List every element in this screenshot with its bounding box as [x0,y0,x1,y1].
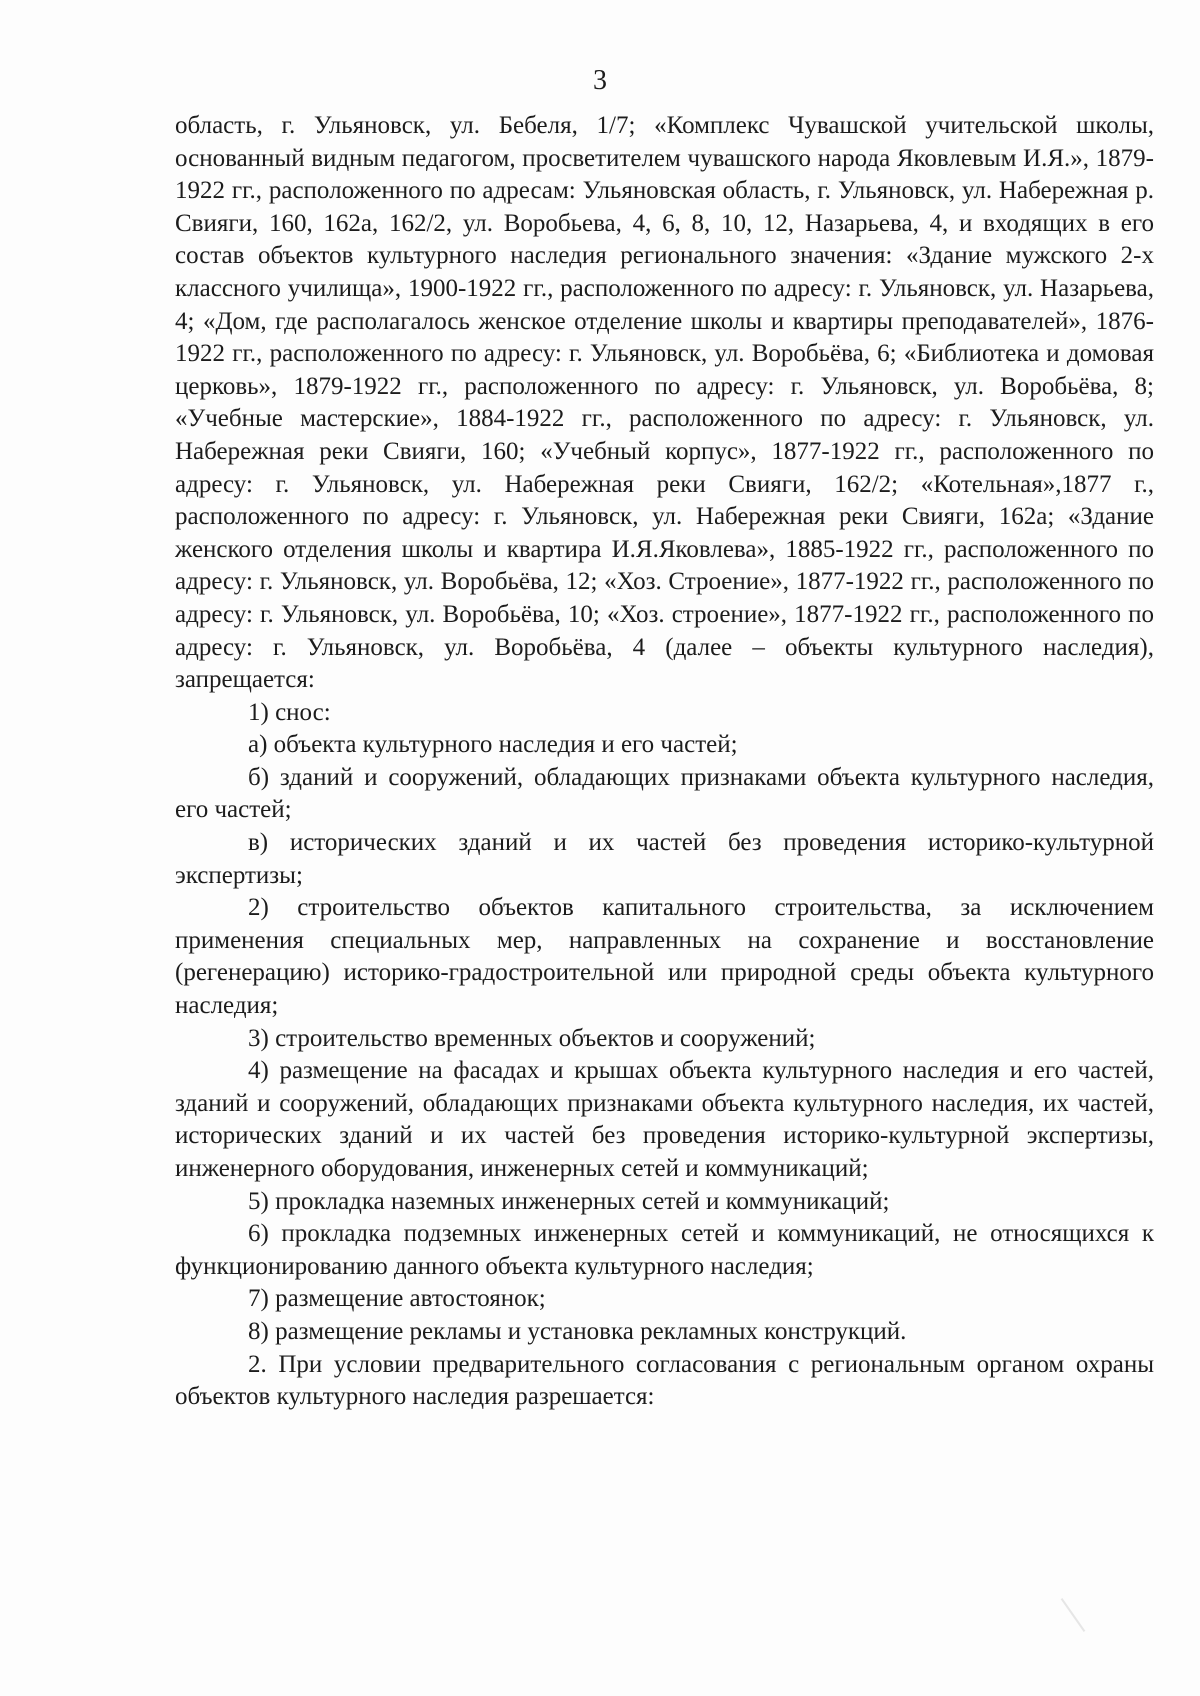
paragraph-intro-continuation: область, г. Ульяновск, ул. Бебеля, 1/7; «Комплекс Чувашской учительской школы, основанный видным педагогом, просветителем чувашского народа Яковлевым И.Я.», 1879-1922 гг., расположенного по адресам: Ульяновская область, г. Ульяновск, ул. Набережная р. Свияги, 160, 162а, 162/2, ул. Воробьева, 4, 6, 8, 10, 12, Назарьева, 4, и входящих в его состав объектов культурного наследия регионального значения: «Здание мужского 2-х классного училища», 1900-1922 гг., расположенного по адресу: г. Ульяновск, ул. Назарьева, 4; «Дом, где располагалось женское отделение школы и квартиры преподавателей», 1876-1922 гг., расположенного по адресу: г. Ульяновск, ул. Воробьёва, 6; «Библиотека и домовая церковь», 1879-1922 гг., расположенного по адресу: г. Ульяновск, ул. Воробьёва, 8; «Учебные мастерские», 1884-1922 гг., расположенного по адресу: г. Ульяновск, ул. Набережная реки Свияги, 160; «Учебный корпус», 1877-1922 гг., расположенного по адресу: г. Ульяновск, ул. Набережная реки Свияги, 162/2; «Котельная»,1877 г., расположенного по адресу: г. Ульяновск, ул. Набережная реки Свияги, 162а; «Здание женского отделения школы и квартира И.Я.Яковлева», 1885-1922 гг., расположенного по адресу: г. Ульяновск, ул. Воробьёва, 12; «Хоз. Строение», 1877-1922 гг., расположенного по адресу: г. Ульяновск, ул. Воробьёва, 10; «Хоз. строение», 1877-1922 гг., расположенного по адресу: г. Ульяновск, ул. Воробьёва, 4 (далее – объекты культурного наследия), запрещается: [175,112,1154,694]
list-item-4: 4) размещение на фасадах и крышах объекта культурного наследия и его частей, зданий и сооружений, обладающих признаками объекта культурного наследия, их частей, исторических зданий и их частей без проведения историко-культурной экспертизы, инженерного оборудования, инженерных сетей и коммуникаций; [175,1057,1154,1182]
list-item-1-demolition: 1) снос: [248,698,331,726]
list-item-8: 8) размещение рекламы и установка рекламных конструкций. [248,1317,907,1345]
section-2-paragraph: 2. При условии предварительного согласования с региональным органом охраны объектов культурного наследия разрешается: [175,1350,1154,1411]
scan-artifact [1061,1598,1086,1632]
list-item-3: 3) строительство временных объектов и сооружений; [248,1024,816,1052]
list-item-6: 6) прокладка подземных инженерных сетей и коммуникаций, не относящихся к функционированию данного объекта культурного наследия; [175,1220,1154,1280]
list-item-7: 7) размещение автостоянок; [248,1285,546,1313]
page-number: 3 [593,65,607,96]
list-item-1b: б) зданий и сооружений, обладающих признаками объекта культурного наследия, его частей; [175,763,1154,824]
document-body [175,110,1154,1414]
list-item-1a: а) объекта культурного наследия и его частей; [248,731,738,759]
list-item-5: 5) прокладка наземных инженерных сетей и коммуникаций; [248,1187,890,1215]
list-item-2: 2) строительство объектов капитального строительства, за исключением применения специальных мер, направленных на сохранение и восстановление (регенерацию) историко-градостроительной или природной среды объекта культурного наследия; [175,894,1154,1020]
list-item-1c: в) исторических зданий и их частей без проведения историко-культурной экспертизы; [175,829,1154,889]
